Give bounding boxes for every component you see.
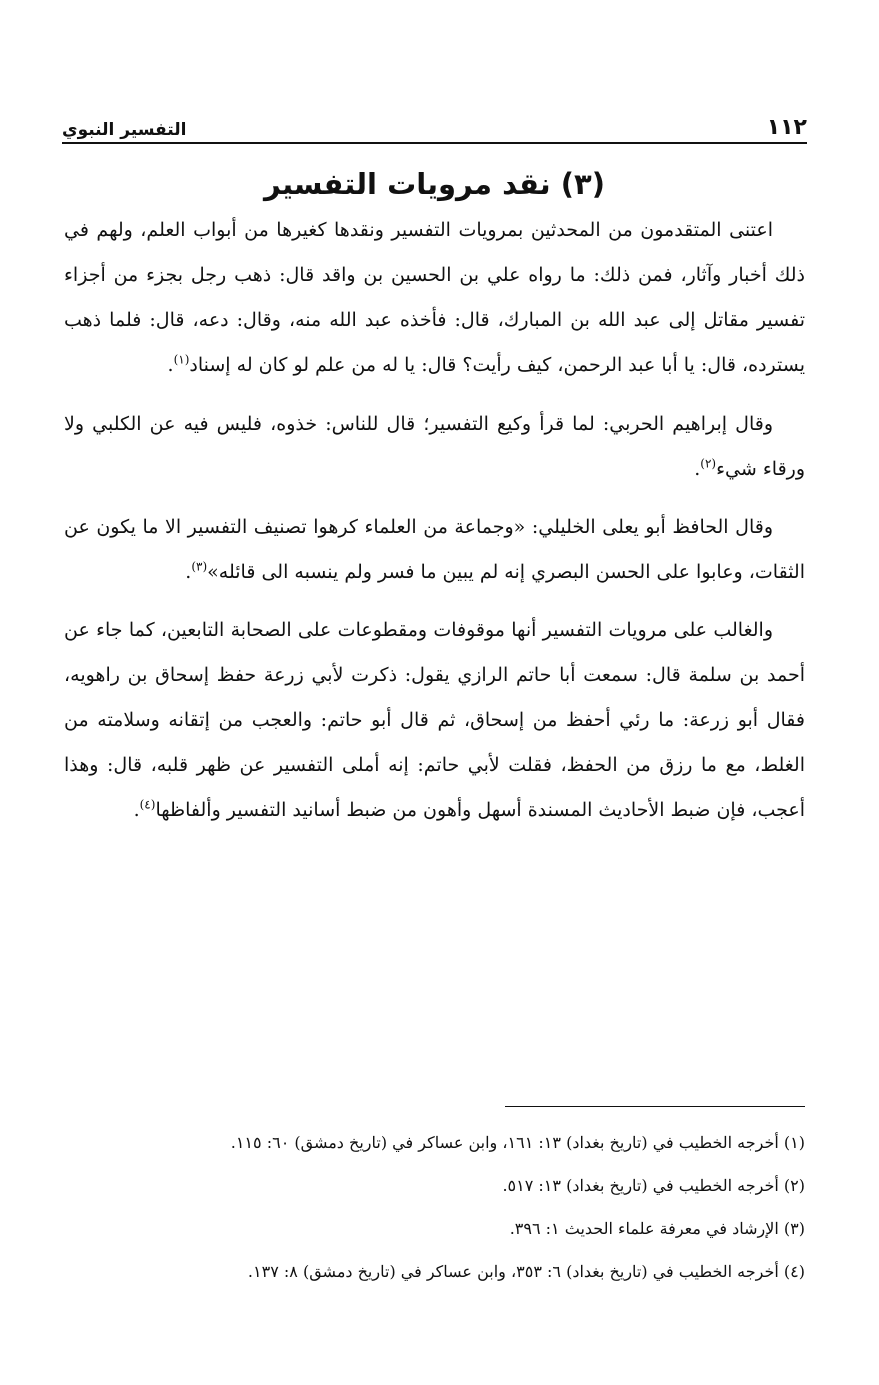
- footnote-text: أخرجه الخطيب في (تاريخ بغداد) ٦: ٣٥٣، وابن عساكر في (تاريخ دمشق) ٨: ١٣٧.: [247, 1262, 779, 1281]
- paragraph-text: وقال إبراهيم الحربي: لما قرأ وكيع التفسير؛ قال للناس: خذوه، فليس فيه عن الكلبي ولا ورقاء شيء: [64, 413, 805, 480]
- paragraph: [64, 608, 805, 833]
- paragraph: [64, 402, 805, 492]
- footnote-reference[interactable]: (٤): [139, 797, 156, 812]
- footnote-reference[interactable]: (٣): [191, 559, 208, 574]
- footnote-item: [64, 1254, 805, 1290]
- paragraph-text: وقال الحافظ أبو يعلى الخليلي: «وجماعة من العلماء كرهوا تصنيف التفسير الا ما يكون عن الثقات، وعابوا على الحسن البصري إنه لم يبين ما فسر ولم ينسبه الى قائله»: [64, 516, 805, 583]
- footnote-number: (٢): [783, 1176, 805, 1195]
- running-title: التفسير النبوي: [62, 120, 187, 140]
- paragraph-end: .: [185, 561, 192, 583]
- footnote-reference[interactable]: (٢): [700, 456, 717, 471]
- paragraph: [64, 505, 805, 595]
- footnote-text: الإرشاد في معرفة علماء الحديث ١: ٣٩٦.: [509, 1219, 779, 1238]
- footnote-text: أخرجه الخطيب في (تاريخ بغداد) ١٣: ١٦١، وابن عساكر في (تاريخ دمشق) ٦٠: ١١٥.: [230, 1133, 779, 1152]
- footnote-item: [64, 1168, 805, 1204]
- paragraph-end: .: [133, 799, 140, 821]
- footnote-text: أخرجه الخطيب في (تاريخ بغداد) ١٣: ٥١٧.: [502, 1176, 779, 1195]
- body-text: [64, 208, 805, 846]
- page-number: ١١٢: [766, 115, 807, 140]
- paragraph-end: .: [694, 458, 701, 480]
- footnote-number: (١): [783, 1133, 805, 1152]
- footnote-item: [64, 1125, 805, 1161]
- footnote-number: (٤): [783, 1262, 805, 1281]
- footnote-reference[interactable]: (١): [173, 352, 190, 367]
- running-header: [62, 108, 807, 144]
- paragraph-text: اعتنى المتقدمون من المحدثين بمرويات التفسير ونقدها كغيرها من أبواب العلم، ولهم في ذلك أخبار وآثار، فمن ذلك: ما رواه علي بن الحسين بن واقد قال: ذهب رجل بجزء من أجزاء تفسير مقاتل إلى عبد الله بن المبارك، قال: فأخذه عبد الله منه، وقال: دعه، قال: فلما ذهب يسترده، قال: يا أبا عبد الرحمن، كيف رأيت؟ قال: يا له من علم لو كان له إسناد: [64, 219, 805, 376]
- footnote-item: [64, 1211, 805, 1247]
- footnotes: [64, 1125, 805, 1297]
- paragraph-text: والغالب على مرويات التفسير أنها موقوفات ومقطوعات على الصحابة التابعين، كما جاء عن أحمد بن سلمة قال: سمعت أبا حاتم الرازي يقول: ذكرت لأبي زرعة حفظ إسحاق بن راهويه، فقال أبو زرعة: ما رئي أحفظ من إسحاق، ثم قال أبو حاتم: والعجب من إتقانه وسلامته من الغلط، مع ما رزق من الحفظ، فقلت لأبي حاتم: إنه أملى التفسير عن ظهر قلبه، قال: وهذا أعجب، فإن ضبط الأحاديث المسندة أسهل وأهون من ضبط أسانيد التفسير وألفاظها: [64, 619, 805, 821]
- paragraph: [64, 208, 805, 388]
- paragraph-end: .: [167, 354, 174, 376]
- footnote-number: (٣): [783, 1219, 805, 1238]
- section-title: (٣) نقد مرويات التفسير: [264, 167, 605, 201]
- footnote-divider: [505, 1106, 805, 1107]
